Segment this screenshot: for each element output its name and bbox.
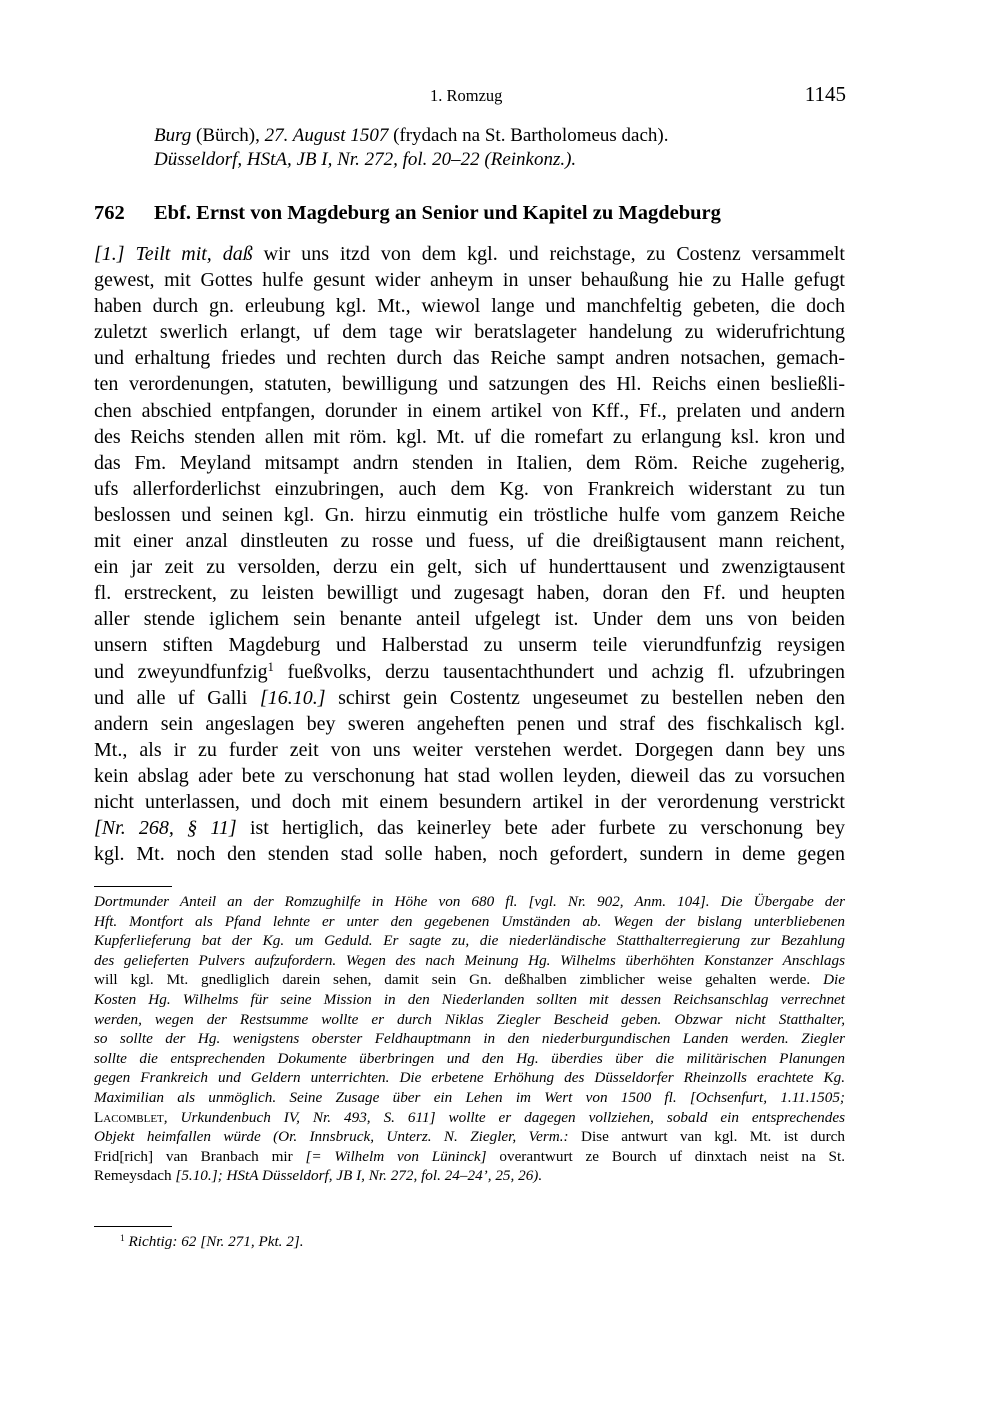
document-body <box>94 241 845 867</box>
source-place: Burg <box>154 125 192 146</box>
author-small-caps: Lacomblet <box>94 1108 164 1126</box>
footnote-number: 1 <box>120 1233 125 1244</box>
footnote-marker: 1 <box>267 659 274 674</box>
body-line: zuletzt swerlich erlangt, uf dem tage wir beratslageter handelung zu widerufrichtung <box>94 321 845 344</box>
body-line: nicht unterlassen, und doch mit einem besundern artikel in der verordenung verstrickt <box>94 790 845 813</box>
body-line: und erhaltung friedes und rechten durch das Reiche sampt andren notsachen, gemach- <box>94 347 845 370</box>
note-line: sollte die entsprechenden Dokumente überbringen und den Hg. überdies über die militärischen Planungen <box>94 1049 845 1067</box>
note-line: Kosten Hg. Wilhelms für seine Mission in den Niederlanden sollten mit dessen Reichsanschlag verrechnet <box>94 990 845 1008</box>
body-line: kein abslag ader bete zu verschonung hat stad wollen leyden, dieweil das zu vorsuchen <box>94 764 845 787</box>
body-line: [1.] Teilt mit, daß wir uns itzd von dem kgl. und reichstage, zu Costenz versammelt <box>94 243 845 265</box>
body-line: und zweyundfunfzig$^1$ fueßvolks, derzu tausentachthundert und achzig fl. ufzubringen <box>94 659 845 683</box>
commentary-notes <box>94 892 845 1186</box>
page-number: 1145 <box>804 82 846 106</box>
body-line: das Fm. Meyland mitsampt andrn stenden in Italien, dem Röm. Reiche zugeherig, <box>94 451 845 474</box>
note-line: Remeysdach [5.10.]; HStA Düsseldorf, JB I, Nr. 272, fol. 24–24’, 25, 26). <box>94 1167 543 1185</box>
source-date-line: Burg (Bürch), 27. August 1507 (frydach na St. Bartholomeus dach). <box>154 125 669 146</box>
body-line: gewest, mit Gottes hulfe gesunt wider anheym in unser behaußung hie zu Halle gefugt <box>94 269 845 292</box>
body-line: unsern stiften Magdeburg und Halberstad zu unserm teile vierundfunfzig reysigen <box>94 634 845 657</box>
note-line: Objekt heimfallen würde (Or. Innsbruck, Unterz. N. Ziegler, Verm.: Dise antwurt van kgl. Mt. ist durch <box>94 1128 845 1146</box>
note-line: will kgl. Mt. gnedliglich darein sehen, damit sein Gn. deßhalben zimblicher weise gehalten werde. Die <box>94 971 845 989</box>
note-line: Hft. Montfort als Pfand lehnte er unter den gegebenen Umständen ab. Wegen der bislang unterbliebenen <box>94 912 845 930</box>
note-line: Kupferlieferung bat der Kg. um Geduld. Er sagte zu, die niederländische Statthalterregierung zur Bezahlung <box>94 932 845 950</box>
note-line: des gelieferten Pulvers aufzufordern. Wegen des nach Meinung Hg. Wilhelms überhöhten Konstanzer Anschlags <box>94 951 845 969</box>
document-heading <box>94 202 894 225</box>
note-line: so sollte der Hg. wenigstens oberster Feldhauptmann in den niederburgundischen Landen werden. Ziegler <box>94 1030 845 1048</box>
body-line: ein jar zeit zu versolden, derzu ein gelt, sich uf hunderttausent und zwenzigtausent <box>94 556 845 579</box>
body-line: und alle uf Galli [16.10.] schirst gein Costentz ungeseumet zu bestellen neben den <box>94 686 845 709</box>
note-line: Maximilian als unmöglich. Seine Zusage über ein Lehen im Wert von 1500 fl. [Ochsenfurt, 1.11.1505; <box>94 1088 845 1106</box>
notes-separator <box>94 886 172 887</box>
body-line: Mt., als ir zu furder zeit von uns weiter verstehen werdet. Dorgegen dann bey uns <box>94 738 845 761</box>
source-archive-line: Düsseldorf, HStA, JB I, Nr. 272, fol. 20–22 (Reinkonz.). <box>154 149 577 170</box>
note-line: Dortmunder Anteil an der Romzughilfe in Höhe von 680 fl. [vgl. Nr. 902, Anm. 104]. Die Übergabe der <box>94 893 845 910</box>
body-line: beslossen und seinen kgl. Gn. hirzu einmutig ein tröstliche hulfe vom ganzem Reiche <box>94 503 845 526</box>
body-line: fl. erstreckent, zu leisten bewilligt und zugesagt haben, doran den Ff. und heupten <box>94 582 845 605</box>
source-reference <box>154 124 854 172</box>
body-line: ten verordenungen, statuten, bewilligung und satzungen des Hl. Reichs einen besließli- <box>94 373 845 396</box>
body-line: des Reichs stenden allen mit röm. kgl. Mt. uf die romefart zu erlangung ksl. kron und <box>94 425 845 448</box>
body-line: haben durch gn. erleubung kgl. Mt., wiewol lange und manchfeltig gebeten, die doch <box>94 295 845 318</box>
body-line: ufs allerforderlichst einzubringen, auch dem Kg. von Frankreich widerstant zu tun <box>94 477 845 500</box>
running-head <box>0 82 1004 108</box>
body-line: mit einer anzal dinstleuten zu rosse und fuess, uf die dreißigtausent mann reichent, <box>94 530 845 553</box>
note-line: Frid[rich] van Branbach mir [= Wilhelm von Lüninck] overantwurt ze Bourch uf dinxtach neist na St. <box>94 1147 845 1165</box>
body-line: chen abschied entpfangen, dorunder in einem artikel von Kff., Ff., prelaten und andern <box>94 399 845 422</box>
note-line: werden, wegen der Restsumme wollte er durch Niklas Ziegler Bescheid geben. Obzwar nicht Statthalter, <box>94 1010 845 1028</box>
body-line: andern sein angeslagen bey sweren angeheften penen und straf des fischkalisch kgl. <box>94 712 845 735</box>
note-line: Lacomblet, Urkundenbuch IV, Nr. 493, S. 611] wollte er dagegen vollziehen, sobald ein entsprechendes <box>94 1108 845 1126</box>
note-line: gegen Frankreich und Geldern unterrichten. Die erbetene Erhöhung des Düsseldorfer Rheinzolls erachtete Kg. <box>94 1069 845 1087</box>
footnote-text: Richtig: 62 [Nr. 271, Pkt. 2]. <box>124 1233 304 1250</box>
running-title: 1. Romzug <box>430 86 503 105</box>
source-date: 27. August 1507 <box>264 125 389 146</box>
footnote <box>120 1232 304 1251</box>
document-title: Ebf. Ernst von Magdeburg an Senior und Kapitel zu Magdeburg <box>154 202 721 224</box>
document-number: 762 <box>94 202 125 224</box>
body-line: [Nr. 268, § 11] ist hertiglich, das keinerley bete ader furbete zu verschonung bey <box>94 817 845 840</box>
footnote-separator <box>94 1226 172 1227</box>
body-line: kgl. Mt. noch den stenden stad solle haben, noch gefordert, sundern in deme gegen <box>94 843 845 866</box>
body-line: aller stende iglichem sein benante anteil ufgelegt ist. Under dem uns von beiden <box>94 608 845 631</box>
